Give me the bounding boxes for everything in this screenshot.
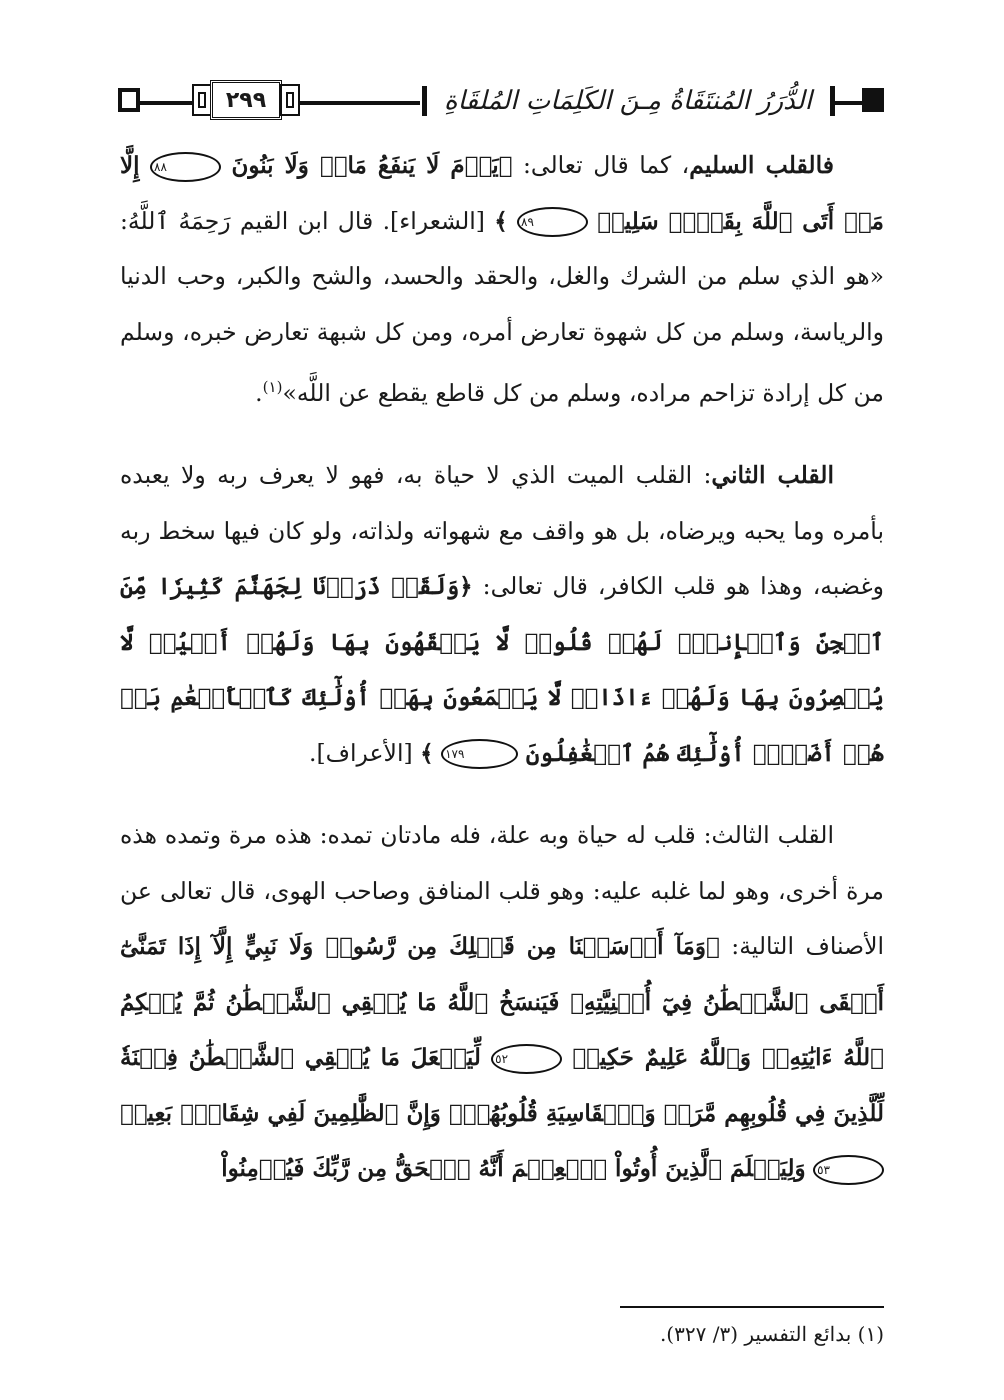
paragraph-text: ، كما قال تعالى: — [512, 151, 690, 179]
paragraph-sound-heart — [120, 138, 884, 421]
footnote-separator — [620, 1306, 884, 1308]
quran-bracket: ﴾ — [494, 207, 508, 235]
header-ornament-square-right — [862, 88, 884, 112]
verse-number-marker: ٥٣ — [813, 1155, 884, 1185]
honorific: رَحِمَهُ ٱللَّهُ — [127, 206, 231, 235]
quran-verse: إِلَّا مَنۡ أَتَى ٱللَّهَ بِقَلۡبٖ سَلِيمٖ — [120, 152, 884, 235]
quran-verse: وَلِيَعۡلَمَ ٱلَّذِينَ أُوتُواْ ٱلۡعِلۡمَ أَنَّهُ ٱلۡحَقُّ مِن رَّبِّكَ فَيُؤۡمِنُواْ — [221, 1155, 806, 1183]
header-bar-left — [422, 86, 427, 116]
paragraph-dead-heart — [120, 448, 884, 781]
verse-number-marker: ١٧٩ — [441, 739, 518, 769]
paragraph-end: . — [255, 378, 263, 407]
paragraph-text: : القلب الميت الذي لا حياة به، فهو لا يعرف ربه ولا يعبده بأمره وما يحبه ويرضاه، بل هو واقف مع شهواته ولذاته، ولو كان فيها سخط ربه وغضبه، وهذا هو قلب الكافر، قال تعالى: — [120, 461, 884, 601]
page-header — [118, 78, 884, 128]
quran-bracket: ﴾ — [420, 739, 434, 767]
lead-term: القلب الثاني — [711, 461, 834, 490]
header-rule-right — [835, 101, 862, 105]
surah-reference: [الأعراف]. — [309, 738, 421, 767]
footnote-marker: (١) — [262, 378, 283, 396]
page-number-box — [210, 80, 282, 120]
header-ornament-square-left — [118, 88, 140, 112]
quran-verse: ﴿يَوۡمَ لَا يَنفَعُ مَالٞ وَلَا بَنُونَ — [231, 152, 513, 179]
header-ornament-right — [280, 84, 300, 116]
lead-term: فالقلب السليم — [689, 151, 834, 179]
quran-verse: لِّيَجۡعَلَ مَا يُلۡقِي ٱلشَّيۡطَٰنُ فِتۡنَةٗ لِّلَّذِينَ فِي قُلُوبِهِم مَّرَضٞ وَٱلۡقَاسِيَةِ قُلُوبُهُمۡۗ وَإِنَّ ٱلظَّٰلِمِينَ لَفِي شِقَاقِۭ بَعِيدٖ — [120, 1044, 884, 1127]
page-number: ٢٩٩ — [225, 87, 267, 113]
verse-number-marker: ٨٩ — [517, 207, 588, 237]
surah-reference: [الشعراء]. قال ابن القيم — [230, 206, 495, 235]
running-title: الدُّرَرُ المُنتَقَاةُ مِـنَ الكَلِمَاتِ المُلقَاةِ — [438, 78, 818, 124]
quotation: : «هو الذي سلم من الشرك والغل، والحقد والحسد، والشح والكبر، وحب الدنيا والرياسة، وسلم من كل شهوة تعارض أمره، ومن كل شبهة تعارض خبره، وسلم من كل إرادة تزاحم مراده، وسلم من كل قاطع يقطع عن اللَّه» — [120, 206, 884, 407]
header-rule-middle — [300, 101, 420, 105]
paragraph-sick-heart — [120, 808, 884, 1197]
footnote: (١) بدائع التفسير (٣/ ٣٢٧). — [659, 1322, 884, 1346]
page-body — [120, 138, 884, 1197]
header-ornament-left — [192, 84, 212, 116]
quran-verse: ﴿وَلَقَدۡ ذَرَأۡنَا لِجَهَنَّمَ كَثِيرٗا مِّنَ ٱلۡجِنِّ وَٱلۡإِنسِۖ لَهُمۡ قُلُوبٞ لَّا يَفۡقَهُونَ بِهَا وَلَهُمۡ أَعۡيُنٞ لَّا يُبۡصِرُونَ بِهَا وَلَهُمۡ ءَاذَانٞ لَّا يَسۡمَعُونَ بِهَآۚ أُوْلَٰٓئِكَ كَٱلۡأَنۡعَٰمِ بَلۡ هُمۡ أَضَلُّۚ أُوْلَٰٓئِكَ هُمُ ٱلۡغَٰفِلُونَ — [120, 573, 884, 767]
paragraph-text: القلب الثالث: قلب له حياة وبه علة، فله مادتان تمده: هذه مرة وتمده هذه مرة أخرى، وهو لما غلبه عليه: وهو قلب المنافق وصاحب الهوى، قال تعالى عن الأصناف التالية: — [120, 821, 884, 961]
verse-number-marker: ٨٨ — [150, 152, 221, 182]
verse-number-marker: ٥٢ — [491, 1044, 562, 1074]
quran-verse: ﴿وَمَآ أَرۡسَلۡنَا مِن قَبۡلِكَ مِن رَّسُولٖ وَلَا نَبِيٍّ إِلَّآ إِذَا تَمَنَّىٰٓ أَلۡقَى ٱلشَّيۡطَٰنُ فِيٓ أُمۡنِيَّتِهِۦ فَيَنسَخُ ٱللَّهُ مَا يُلۡقِي ٱلشَّيۡطَٰنُ ثُمَّ يُحۡكِمُ ٱللَّهُ ءَايَٰتِهِۦۗ وَٱللَّهُ عَلِيمٌ حَكِيمٞ — [120, 933, 884, 1072]
